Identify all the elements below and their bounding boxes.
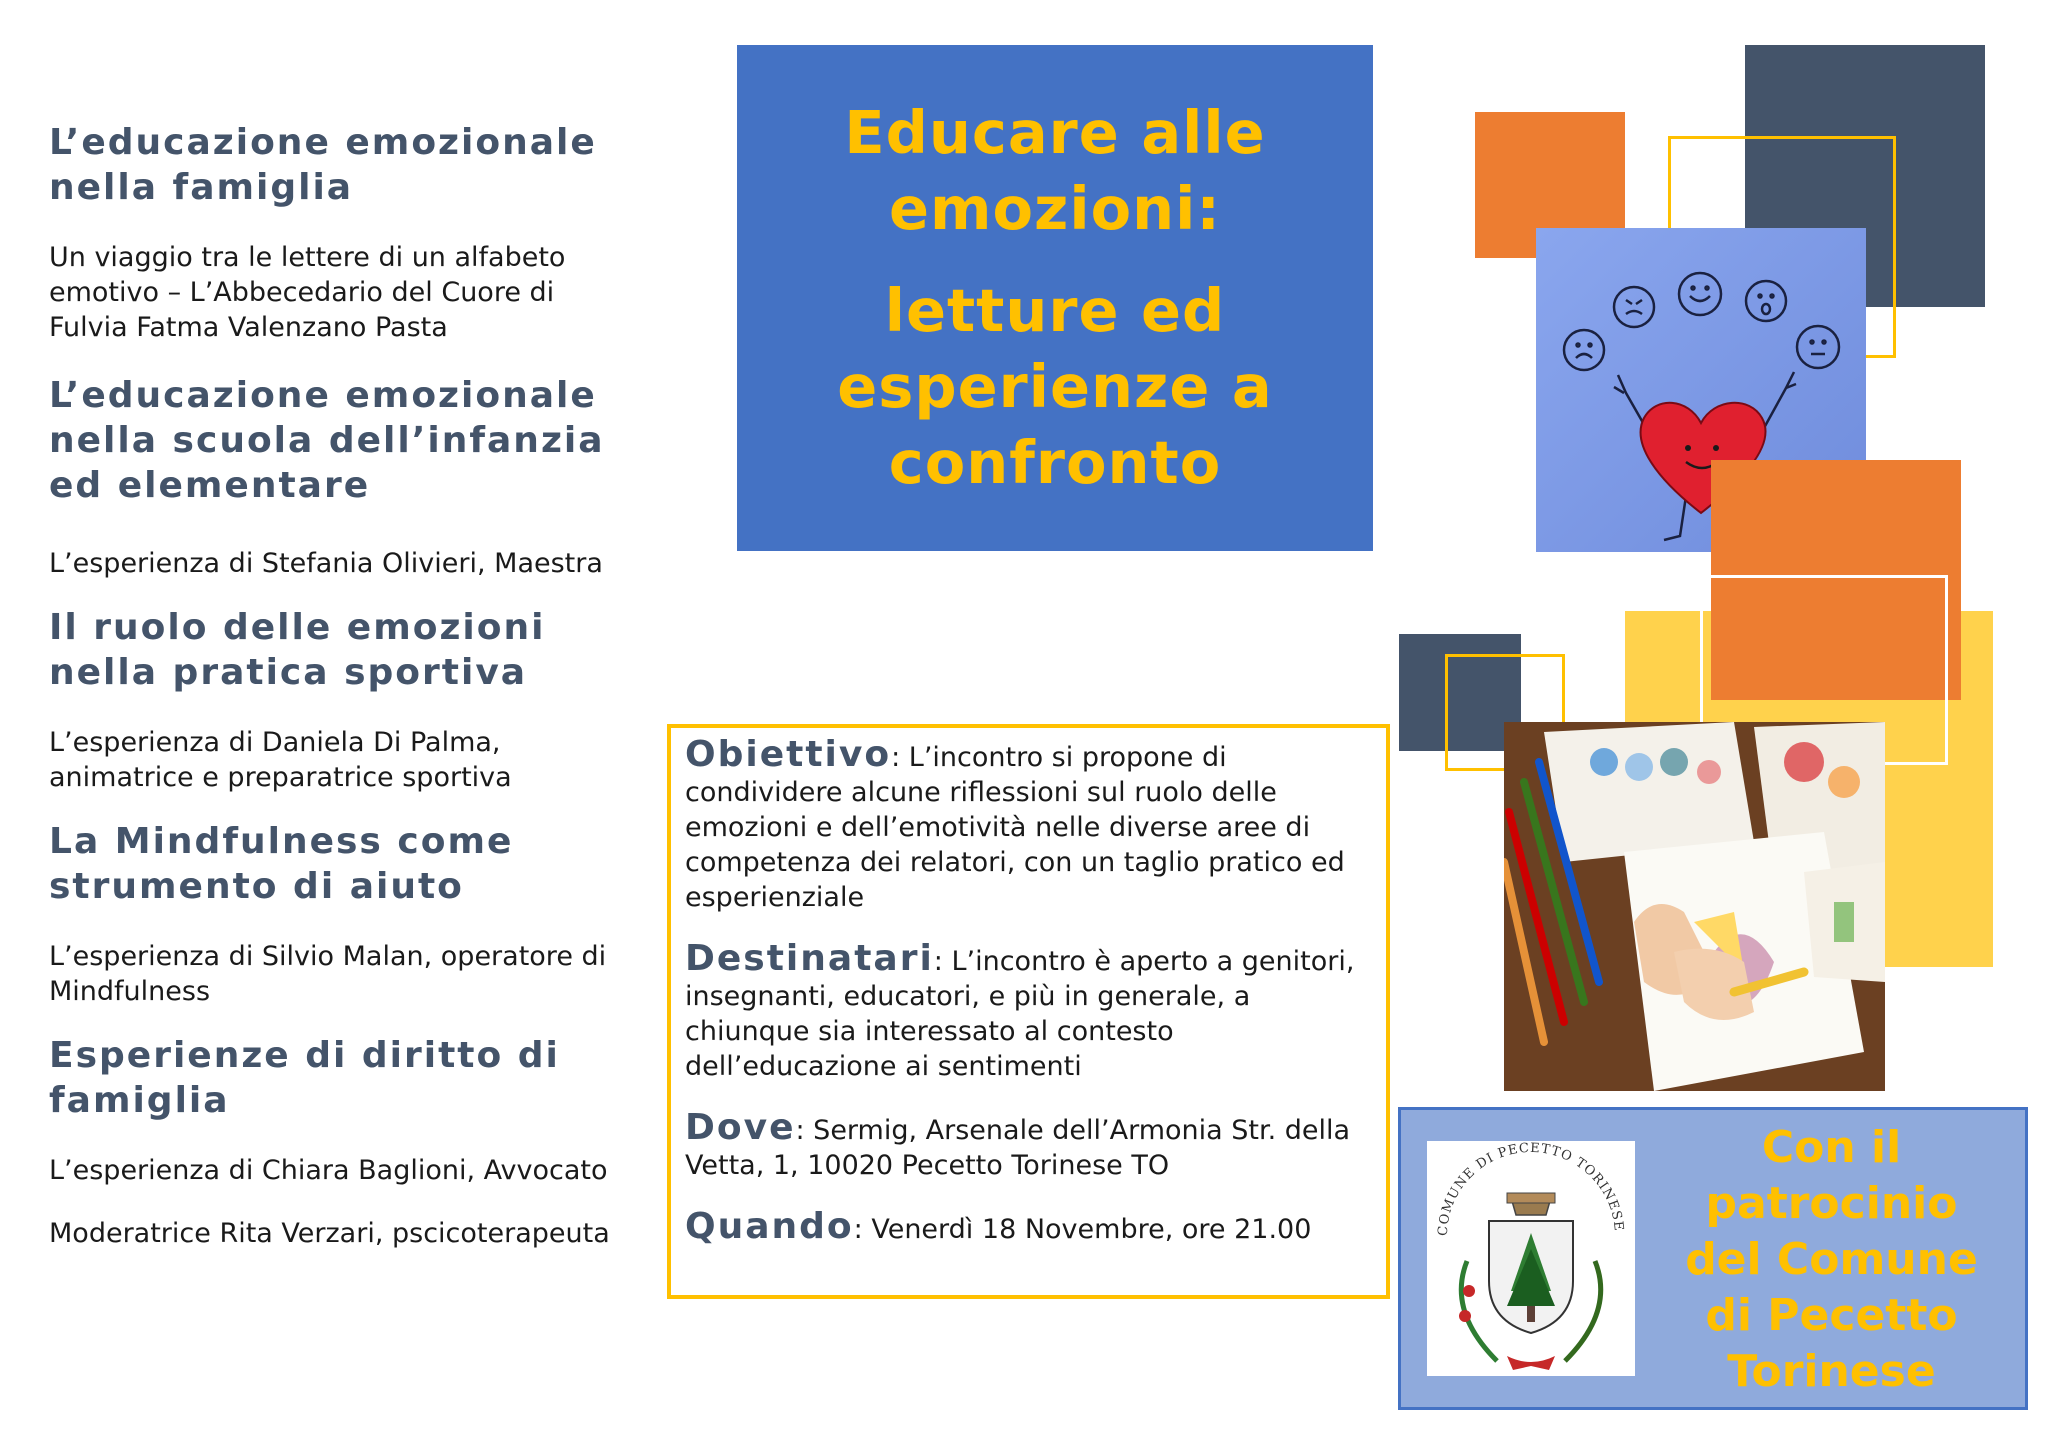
section-description: L’esperienza di Chiara Baglioni, Avvocato xyxy=(49,1155,608,1186)
title-line-1: Educare alle emozioni: xyxy=(844,98,1266,243)
title-line-2: letture ed esperienze a confronto xyxy=(837,276,1273,497)
section-description: Un viaggio tra le lettere di un alfabeto emotivo – L’Abbecedario del Cuore di Fulvia Fatma Valenzano Pasta xyxy=(49,242,566,343)
program-list xyxy=(49,120,659,1251)
section-title: L’educazione emozionale nella scuola dell’infanzia ed elementare xyxy=(49,375,605,506)
objective-paragraph xyxy=(685,734,1374,915)
kids-drawing-illustration xyxy=(1504,722,1885,1091)
section-title: La Mindfulness come strumento di aiuto xyxy=(49,821,514,907)
section-title: Il ruolo delle emozioni nella pratica sportiva xyxy=(49,607,546,693)
where-paragraph xyxy=(685,1107,1374,1183)
where-text: : Sermig, Arsenale dell’Armonia Str. della Vetta, 1, 10020 Pecetto Torinese TO xyxy=(685,1115,1351,1181)
objective-label: Obiettivo xyxy=(685,734,892,775)
section-title: L’educazione emozionale nella famiglia xyxy=(49,122,597,208)
moderator-text: Moderatrice Rita Verzari, pscicoterapeuta xyxy=(49,1218,610,1249)
audience-text: : L’incontro è aperto a genitori, insegnanti, educatori, e più in generale, a chiunque sia interessato al contesto dell’educazione ai sentimenti xyxy=(685,946,1355,1082)
event-info-box xyxy=(667,724,1390,1299)
section-description: L’esperienza di Silvio Malan, operatore di Mindfulness xyxy=(49,941,607,1007)
where-label: Dove xyxy=(685,1107,796,1148)
section-title: Esperienze di diritto di famiglia xyxy=(49,1035,560,1121)
coat-of-arms-icon xyxy=(1427,1141,1635,1376)
title-box xyxy=(737,45,1373,551)
when-paragraph xyxy=(685,1206,1374,1247)
audience-label: Destinatari xyxy=(685,938,934,979)
when-label: Quando xyxy=(685,1206,854,1247)
patronage-box xyxy=(1398,1107,2028,1410)
section-description: L’esperienza di Daniela Di Palma, animatrice e preparatrice sportiva xyxy=(49,727,512,793)
objective-text: : L’incontro si propone di condividere alcune riflessioni sul ruolo delle emozioni e dell’emotività nelle diverse aree di competenza dei relatori, con un taglio pratico ed esperienziale xyxy=(685,742,1345,913)
when-text: : Venerdì 18 Novembre, ore 21.00 xyxy=(853,1214,1312,1245)
municipality-seal xyxy=(1427,1141,1635,1376)
section-description: L’esperienza di Stefania Olivieri, Maestra xyxy=(49,548,603,579)
children-drawing-image xyxy=(1504,722,1885,1091)
seal-text: COMUNE DI PECETTO TORINESE xyxy=(1435,1141,1626,1237)
audience-paragraph xyxy=(685,938,1374,1084)
patronage-text: Con il patrocinio del Comune di Pecetto Torinese xyxy=(1685,1122,1978,1397)
